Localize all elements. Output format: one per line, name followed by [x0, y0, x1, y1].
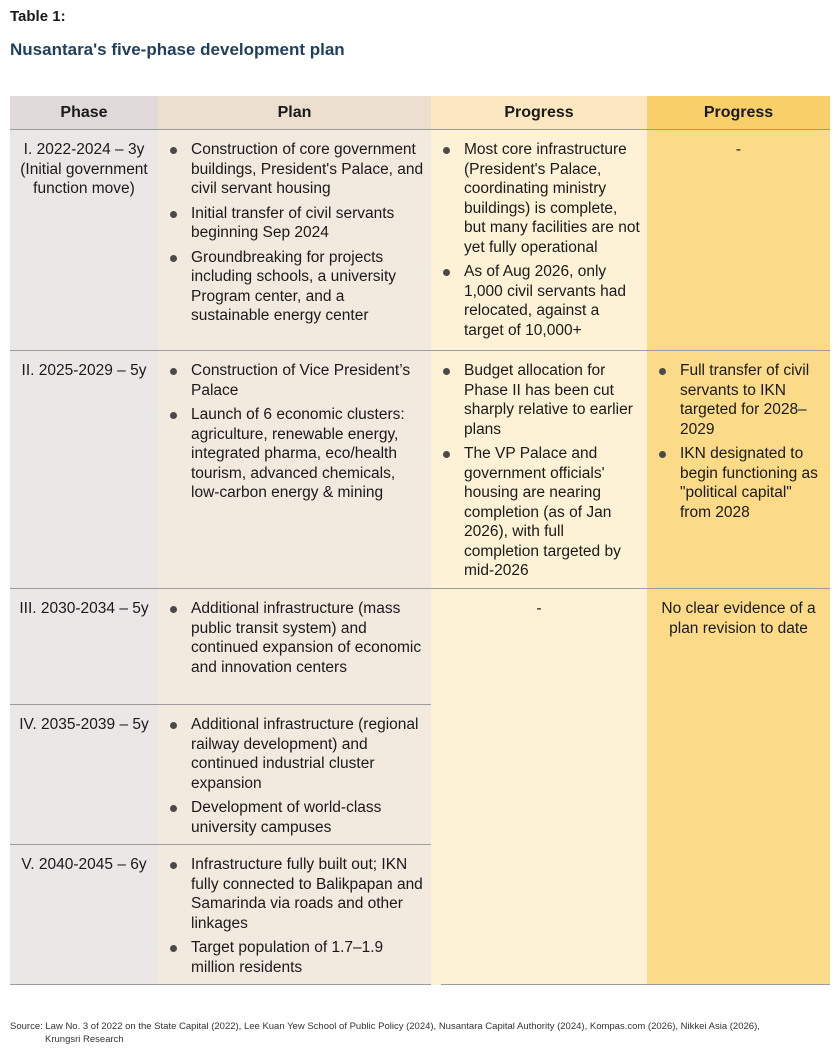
phase-cell-3: III. 2030-2034 – 5y: [10, 588, 158, 704]
progress-cell-1: [431, 130, 647, 350]
plan-cell-3: [158, 588, 431, 704]
plan-item: Development of world-class university campuses: [164, 798, 425, 837]
plan-item: Launch of 6 economic clusters: agriculture, renewable energy, integrated pharma, eco/health tourism, advanced chemicals, low-carbon energy & mining: [164, 405, 425, 503]
phase-cell-1: I. 2022-2024 – 3y (Initial government function move): [10, 130, 158, 350]
progress2-cell-1: -: [647, 130, 830, 350]
plan-item: Groundbreaking for projects including schools, a university Program center, and a sustainable energy center: [164, 248, 425, 326]
plan-item: Target population of 1.7–1.9 million residents: [164, 938, 425, 977]
progress-item: Budget allocation for Phase II has been cut sharply relative to earlier plans: [437, 361, 641, 439]
table-label: Table 1:: [10, 8, 66, 25]
progress2-cell-merged: No clear evidence of a plan revision to date: [647, 588, 830, 985]
table-title: Nusantara's five-phase development plan: [10, 40, 345, 59]
header-phase: Phase: [10, 96, 158, 130]
plan-cell-5: [158, 844, 431, 985]
progress-item: As of Aug 2026, only 1,000 civil servants had relocated, against a target of 10,000+: [437, 262, 641, 340]
progress2-item: Full transfer of civil servants to IKN targeted for 2028–2029: [653, 361, 824, 439]
plan-item: Additional infrastructure (mass public transit system) and continued expansion of economic and innovation centers: [164, 599, 425, 677]
header-plan: Plan: [158, 96, 431, 130]
progress-cell-2: [431, 350, 647, 588]
progress-item: The VP Palace and government officials' housing are nearing completion (as of Jan 2026), with full completion targeted by mid-2026: [437, 444, 641, 581]
progress2-item: IKN designated to begin functioning as "political capital" from 2028: [653, 444, 824, 522]
source-line-2: Krungsri Research: [45, 1034, 124, 1045]
header-progress-2: Progress: [647, 96, 830, 130]
phase-cell-2: II. 2025-2029 – 5y: [10, 350, 158, 588]
plan-item: Infrastructure fully built out; IKN fully connected to Balikpapan and Samarinda via roads and other linkages: [164, 855, 425, 933]
progress-item: Most core infrastructure (President's Palace, coordinating ministry buildings) is complete, but many facilities are not yet fully operational: [437, 140, 641, 257]
progress2-cell-2: [647, 350, 830, 588]
header-progress: Progress: [431, 96, 647, 130]
plan-item: Initial transfer of civil servants beginning Sep 2024: [164, 204, 425, 243]
plan-cell-4: [158, 704, 431, 844]
phase-cell-5: V. 2040-2045 – 6y: [10, 844, 158, 985]
plan-cell-2: [158, 350, 431, 588]
plan-cell-1: [158, 130, 431, 350]
plan-item: Construction of Vice President’s Palace: [164, 361, 425, 400]
progress-cell-merged: -: [431, 588, 647, 985]
plan-item: Additional infrastructure (regional railway development) and continued industrial cluster expansion: [164, 715, 425, 793]
development-plan-table: [10, 96, 830, 985]
phase-cell-4: IV. 2035-2039 – 5y: [10, 704, 158, 844]
plan-item: Construction of core government buildings, President's Palace, and civil servant housing: [164, 140, 425, 199]
table-bottom-rule: [441, 984, 830, 985]
source-line-1: Source: Law No. 3 of 2022 on the State Capital (2022), Lee Kuan Yew School of Public Policy (2024), Nusantara Capital Authority (2024), Kompas.com (2026), Nikkei Asia (2026),: [10, 1021, 760, 1032]
source-note: [10, 1020, 830, 1046]
